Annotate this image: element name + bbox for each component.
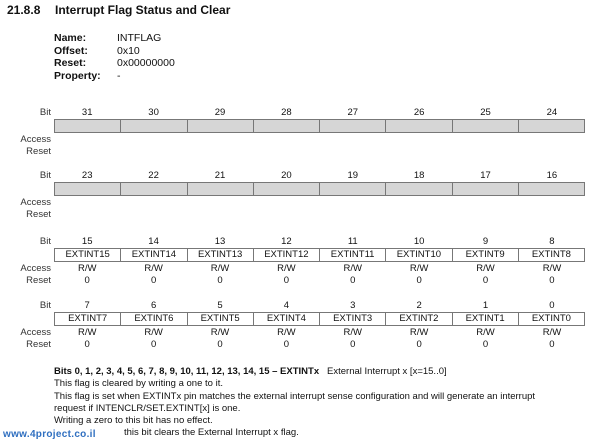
reserved-bit-cell [453,183,519,195]
description-heading-line [54,366,535,378]
bit-number: 22 [148,170,159,181]
access-value: R/W [77,263,97,274]
reset-value: 0 [84,275,90,286]
bit-number: 29 [214,107,226,118]
bit-numbers [54,300,585,311]
bit-field-name: EXTINT15 [55,249,121,261]
access-value: R/W [476,263,495,274]
property-name: Name: INTFLAG [54,32,162,44]
bit-field-name: EXTINT9 [453,249,519,261]
bit-number: 0 [549,300,555,311]
bit-field-name: EXTINT2 [386,313,452,325]
bit-label: Bit [39,107,51,118]
access-values [54,327,585,338]
reserved-bit-cell [254,120,320,132]
bit-number: 11 [347,236,358,247]
bit-number: 1 [482,300,489,311]
bit-number: 14 [148,236,159,247]
access-value: R/W [542,263,562,274]
property-offset: Offset: 0x10 [54,44,140,57]
bit-number: 18 [413,170,425,181]
description-line: request if INTENCLR/SET.EXTINT[x] is one. [54,402,241,414]
reserved-bit-cell [519,120,584,132]
access-value: R/W [476,327,495,338]
watermark: www.4project.co.il [3,429,96,440]
bit-number: 3 [350,300,356,311]
reserved-bit-cell [254,183,320,195]
description-line: Writing a zero to this bit has no effect. [54,415,213,427]
access-value: R/W [409,327,429,338]
reset-label: Reset [26,146,51,157]
bit-field-row [54,182,585,196]
reserved-bit-cell [188,183,254,195]
bit-number: 20 [281,170,292,181]
reset-value: 0 [350,275,356,286]
reserved-bit-cell [188,120,254,132]
bit-number: 19 [347,170,359,181]
bit-number: 25 [480,107,491,118]
bit-number: 28 [281,107,292,118]
bit-number: 16 [546,170,558,181]
access-value: R/W [144,263,163,274]
bit-number: 31 [81,107,93,118]
bit-number: 9 [482,236,489,247]
bit-label: Bit [39,300,51,311]
description-heading-suffix: External Interrupt x [x=15..0] [327,366,447,377]
reset-value: 0 [549,275,555,286]
reset-value: 0 [416,275,422,286]
reserved-bit-cell [55,120,121,132]
access-value: R/W [277,327,296,338]
bit-number: 7 [84,300,90,311]
access-value: R/W [77,327,97,338]
reset-value: 0 [150,339,157,350]
access-label: Access [20,134,51,145]
reserved-bit-cell [386,120,452,132]
bit-number: 26 [413,107,425,118]
property-property: Property: - [54,69,121,82]
bit-number: 27 [347,107,359,118]
reset-label: Reset [26,209,51,220]
reserved-bit-cell [121,120,187,132]
bit-field-name: EXTINT6 [121,313,187,325]
access-value: R/W [210,263,230,274]
access-value: R/W [343,327,362,338]
bit-field-name: EXTINT12 [254,249,320,261]
reserved-bit-cell [320,183,386,195]
bit-field-row [54,248,585,262]
access-label: Access [20,197,51,208]
section-name: Interrupt Flag Status and Clear [55,3,231,17]
reset-value: 0 [217,275,223,286]
bit-label: Bit [39,236,51,247]
reserved-bit-cell [55,183,121,195]
bit-field-name: EXTINT5 [188,313,254,325]
property-reset: Reset: 0x00000000 [54,57,175,70]
section-title [7,3,230,17]
bit-number: 2 [416,300,422,311]
bit-number: 5 [217,300,223,311]
access-label: Access [20,263,51,274]
bit-numbers [54,170,585,181]
reset-value: 0 [549,339,555,350]
bit-field-name: EXTINT7 [55,313,121,325]
reset-values [54,339,585,350]
bit-field-name: EXTINT4 [254,313,320,325]
reserved-bit-cell [453,120,519,132]
access-values [54,263,585,274]
bit-number: 24 [546,107,558,118]
reset-value: 0 [217,339,223,350]
access-value: R/W [277,263,296,274]
access-label: Access [20,327,51,338]
access-value: R/W [343,263,362,274]
bit-field-name: EXTINT8 [531,249,571,260]
bit-description [54,366,535,440]
bit-number: 13 [214,236,226,247]
reset-value: 0 [150,275,157,286]
bit-field-name: EXTINT0 [531,313,571,324]
bit-number: 10 [413,236,425,247]
bit-number: 21 [214,170,226,181]
reserved-bit-cell [519,183,584,195]
reserved-bit-cell [121,183,187,195]
bit-label: Bit [39,170,51,181]
bit-field-name: EXTINT10 [386,249,452,261]
access-value: R/W [144,327,163,338]
bit-number: 12 [281,236,292,247]
reset-label: Reset [26,339,51,350]
bit-number: 17 [480,170,491,181]
bit-number: 15 [81,236,93,247]
reset-value: 0 [283,339,290,350]
bit-field-name: EXTINT13 [188,249,254,261]
bit-number: 8 [549,236,555,247]
reset-value: 0 [283,275,290,286]
bit-field-name: EXTINT14 [121,249,187,261]
reset-value: 0 [84,339,90,350]
reset-value: 0 [482,275,489,286]
bit-field-name: EXTINT3 [320,313,386,325]
reset-value: 0 [350,339,356,350]
bit-number: 23 [81,170,93,181]
reset-label: Reset [26,275,51,286]
reserved-bit-cell [320,120,386,132]
bit-number: 6 [150,300,157,311]
register-properties [54,32,175,82]
bit-field-name: EXTINT1 [453,313,519,325]
bit-field-row [54,312,585,326]
access-value: R/W [409,263,429,274]
reset-value: 0 [482,339,489,350]
bit-number: 4 [283,300,290,311]
bit-field-name: EXTINT11 [320,249,386,261]
bit-number: 30 [148,107,159,118]
access-value: R/W [542,327,562,338]
description-line: This flag is cleared by writing a one to it. [54,378,223,390]
section-number: 21.8.8 [7,3,41,17]
description-line: this bit clears the External Interrupt x flag. [124,427,299,439]
access-value: R/W [210,327,230,338]
bit-numbers [54,107,585,118]
reset-values [54,275,585,286]
bit-numbers [54,236,585,247]
reserved-bit-cell [386,183,452,195]
bit-field-row [54,119,585,133]
description-heading: Bits 0, 1, 2, 3, 4, 5, 6, 7, 8, 9, 10, 11, 12, 13, 14, 15 – EXTINTx [54,366,320,377]
description-line: This flag is set when EXTINTx pin matches the external interrupt sense configuration and will generate an interrupt [54,390,536,402]
reset-value: 0 [416,339,422,350]
